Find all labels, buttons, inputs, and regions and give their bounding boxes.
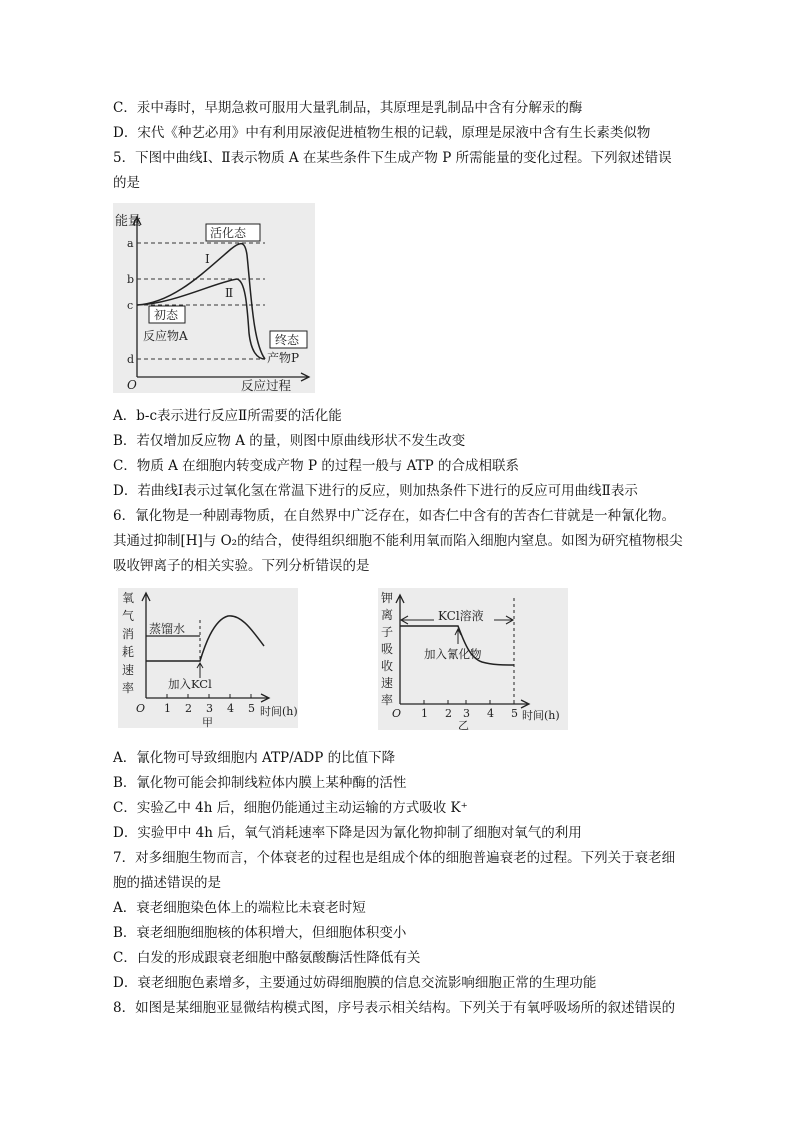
curve-II-label: Ⅱ	[225, 286, 234, 300]
y-label-char: 率	[381, 693, 394, 707]
initial-state-label: 初态	[154, 308, 179, 322]
x-axis-label: 反应过程	[241, 378, 292, 393]
option-6a: A．氰化物可导致细胞内 ATP/ADP 的比值下降	[113, 750, 396, 766]
y-label-char: 消	[122, 627, 135, 641]
add-kcl-label: 加入KCl	[168, 677, 212, 691]
x-axis-label: 时间(h)	[522, 709, 560, 722]
option-5b: B．若仅增加反应物 A 的量，则图中原曲线形状不发生改变	[113, 433, 466, 449]
option-5d: D．若曲线Ⅰ表示过氧化氢在常温下进行的反应，则加热条件下进行的反应可用曲线Ⅱ表示	[113, 483, 638, 499]
x-tick-label: 4	[487, 707, 494, 720]
question-6-stem-cont: 其通过抑制[H]与 O₂的结合，使得组织细胞不能利用氧而陷入细胞内窒息。如图为研究植物根尖	[113, 533, 683, 549]
curve-I-label: Ⅰ	[205, 252, 210, 266]
option-5a: A．b-c表示进行反应Ⅱ所需要的活化能	[113, 408, 342, 424]
x-tick-label: 1	[164, 702, 171, 715]
y-label-char: 子	[381, 625, 394, 639]
question-7-stem-cont: 胞的描述错误的是	[113, 875, 221, 891]
option-6b: B．氰化物可能会抑制线粒体内膜上某种酶的活性	[113, 775, 407, 791]
oxygen-consumption-chart	[118, 588, 298, 728]
x-tick-label: 4	[227, 702, 234, 715]
tick-a: a	[127, 237, 134, 250]
origin-label: O	[127, 378, 137, 392]
add-cyanide-label: 加入氰化物	[424, 647, 482, 661]
option-7c: C．白发的形成跟衰老细胞中酪氨酸酶活性降低有关	[113, 950, 421, 966]
y-label-char: 耗	[122, 645, 135, 659]
x-tick-label: O	[392, 707, 402, 720]
x-tick-label: 5	[248, 702, 255, 715]
option-5c: C．物质 A 在细胞内转变成产物 P 的过程一般与 ATP 的合成相联系	[113, 458, 520, 474]
option-4c: C．汞中毒时，早期急救可服用大量乳制品，其原理是乳制品中含有分解汞的酶	[113, 100, 583, 116]
tick-d: d	[127, 353, 135, 366]
option-7d: D．衰老细胞色素增多，主要通过妨碍细胞膜的信息交流影响细胞正常的生理功能	[113, 975, 597, 991]
question-6-stem-cont2: 吸收钾离子的相关实验。下列分析错误的是	[113, 558, 370, 574]
activated-state-label: 活化态	[210, 226, 247, 240]
chart-caption: 甲	[202, 716, 213, 728]
product-label: 产物P	[267, 351, 300, 365]
question-6-stem: 6．氰化物是一种剧毒物质，在自然界中广泛存在，如杏仁中含有的苦杏仁苷就是一种氰化物。	[113, 508, 676, 524]
y-label-char: 收	[381, 659, 394, 673]
x-tick-label: 3	[463, 707, 470, 720]
option-7b: B．衰老细胞细胞核的体积增大，但细胞体积变小	[113, 925, 407, 941]
x-tick-label: O	[136, 702, 146, 715]
option-7a: A．衰老细胞染色体上的端粒比未衰老时短	[113, 900, 366, 916]
question-8-stem: 8．如图是某细胞亚显微结构模式图，序号表示相关结构。下列关于有氧呼吸场所的叙述错误的	[113, 1000, 676, 1016]
y-label-char: 离	[381, 608, 394, 622]
y-label-char: 速	[122, 663, 135, 677]
x-axis-label: 时间(h)	[260, 705, 298, 718]
chart-caption: 乙	[458, 719, 469, 730]
x-tick-label: 5	[511, 707, 518, 720]
kcl-solution-label: KCl溶液	[438, 609, 484, 623]
question-5-stem: 5．下图中曲线Ⅰ、Ⅱ表示物质 A 在某些条件下生成产物 P 所需能量的变化过程。下列叙述错误	[113, 150, 672, 166]
y-axis-label: 能量	[115, 214, 142, 229]
option-6c: C．实验乙中 4h 后，细胞仍能通过主动运输的方式吸收 K⁺	[113, 800, 468, 816]
reactant-label: 反应物A	[143, 329, 188, 343]
question-5-stem-cont: 的是	[113, 175, 140, 191]
option-6d: D．实验甲中 4h 后，氧气消耗速率下降是因为氰化物抑制了细胞对氧气的利用	[113, 825, 582, 841]
tick-b: b	[127, 273, 135, 286]
x-tick-label: 1	[421, 707, 428, 720]
y-label-char: 率	[122, 681, 135, 695]
y-label-char: 吸	[381, 642, 394, 656]
y-label-char: 氧	[122, 591, 135, 605]
option-4d: D．宋代《种艺必用》中有利用尿液促进植物生根的记载，原理是尿液中含有生长素类似物	[113, 125, 651, 141]
potassium-uptake-chart	[378, 588, 568, 730]
x-tick-label: 2	[445, 707, 452, 720]
y-label-char: 速	[381, 676, 394, 690]
question-7-stem: 7．对多细胞生物而言，个体衰老的过程也是组成个体的细胞普遍衰老的过程。下列关于衰老细	[113, 850, 676, 866]
final-state-label: 终态	[275, 333, 300, 347]
tick-c: c	[127, 299, 134, 312]
x-tick-label: 3	[206, 702, 213, 715]
y-label-char: 钾	[381, 591, 394, 605]
energy-diagram	[113, 203, 315, 393]
y-label-char: 气	[122, 609, 135, 623]
x-tick-label: 2	[185, 702, 192, 715]
distilled-water-label: 蒸馏水	[149, 622, 186, 636]
